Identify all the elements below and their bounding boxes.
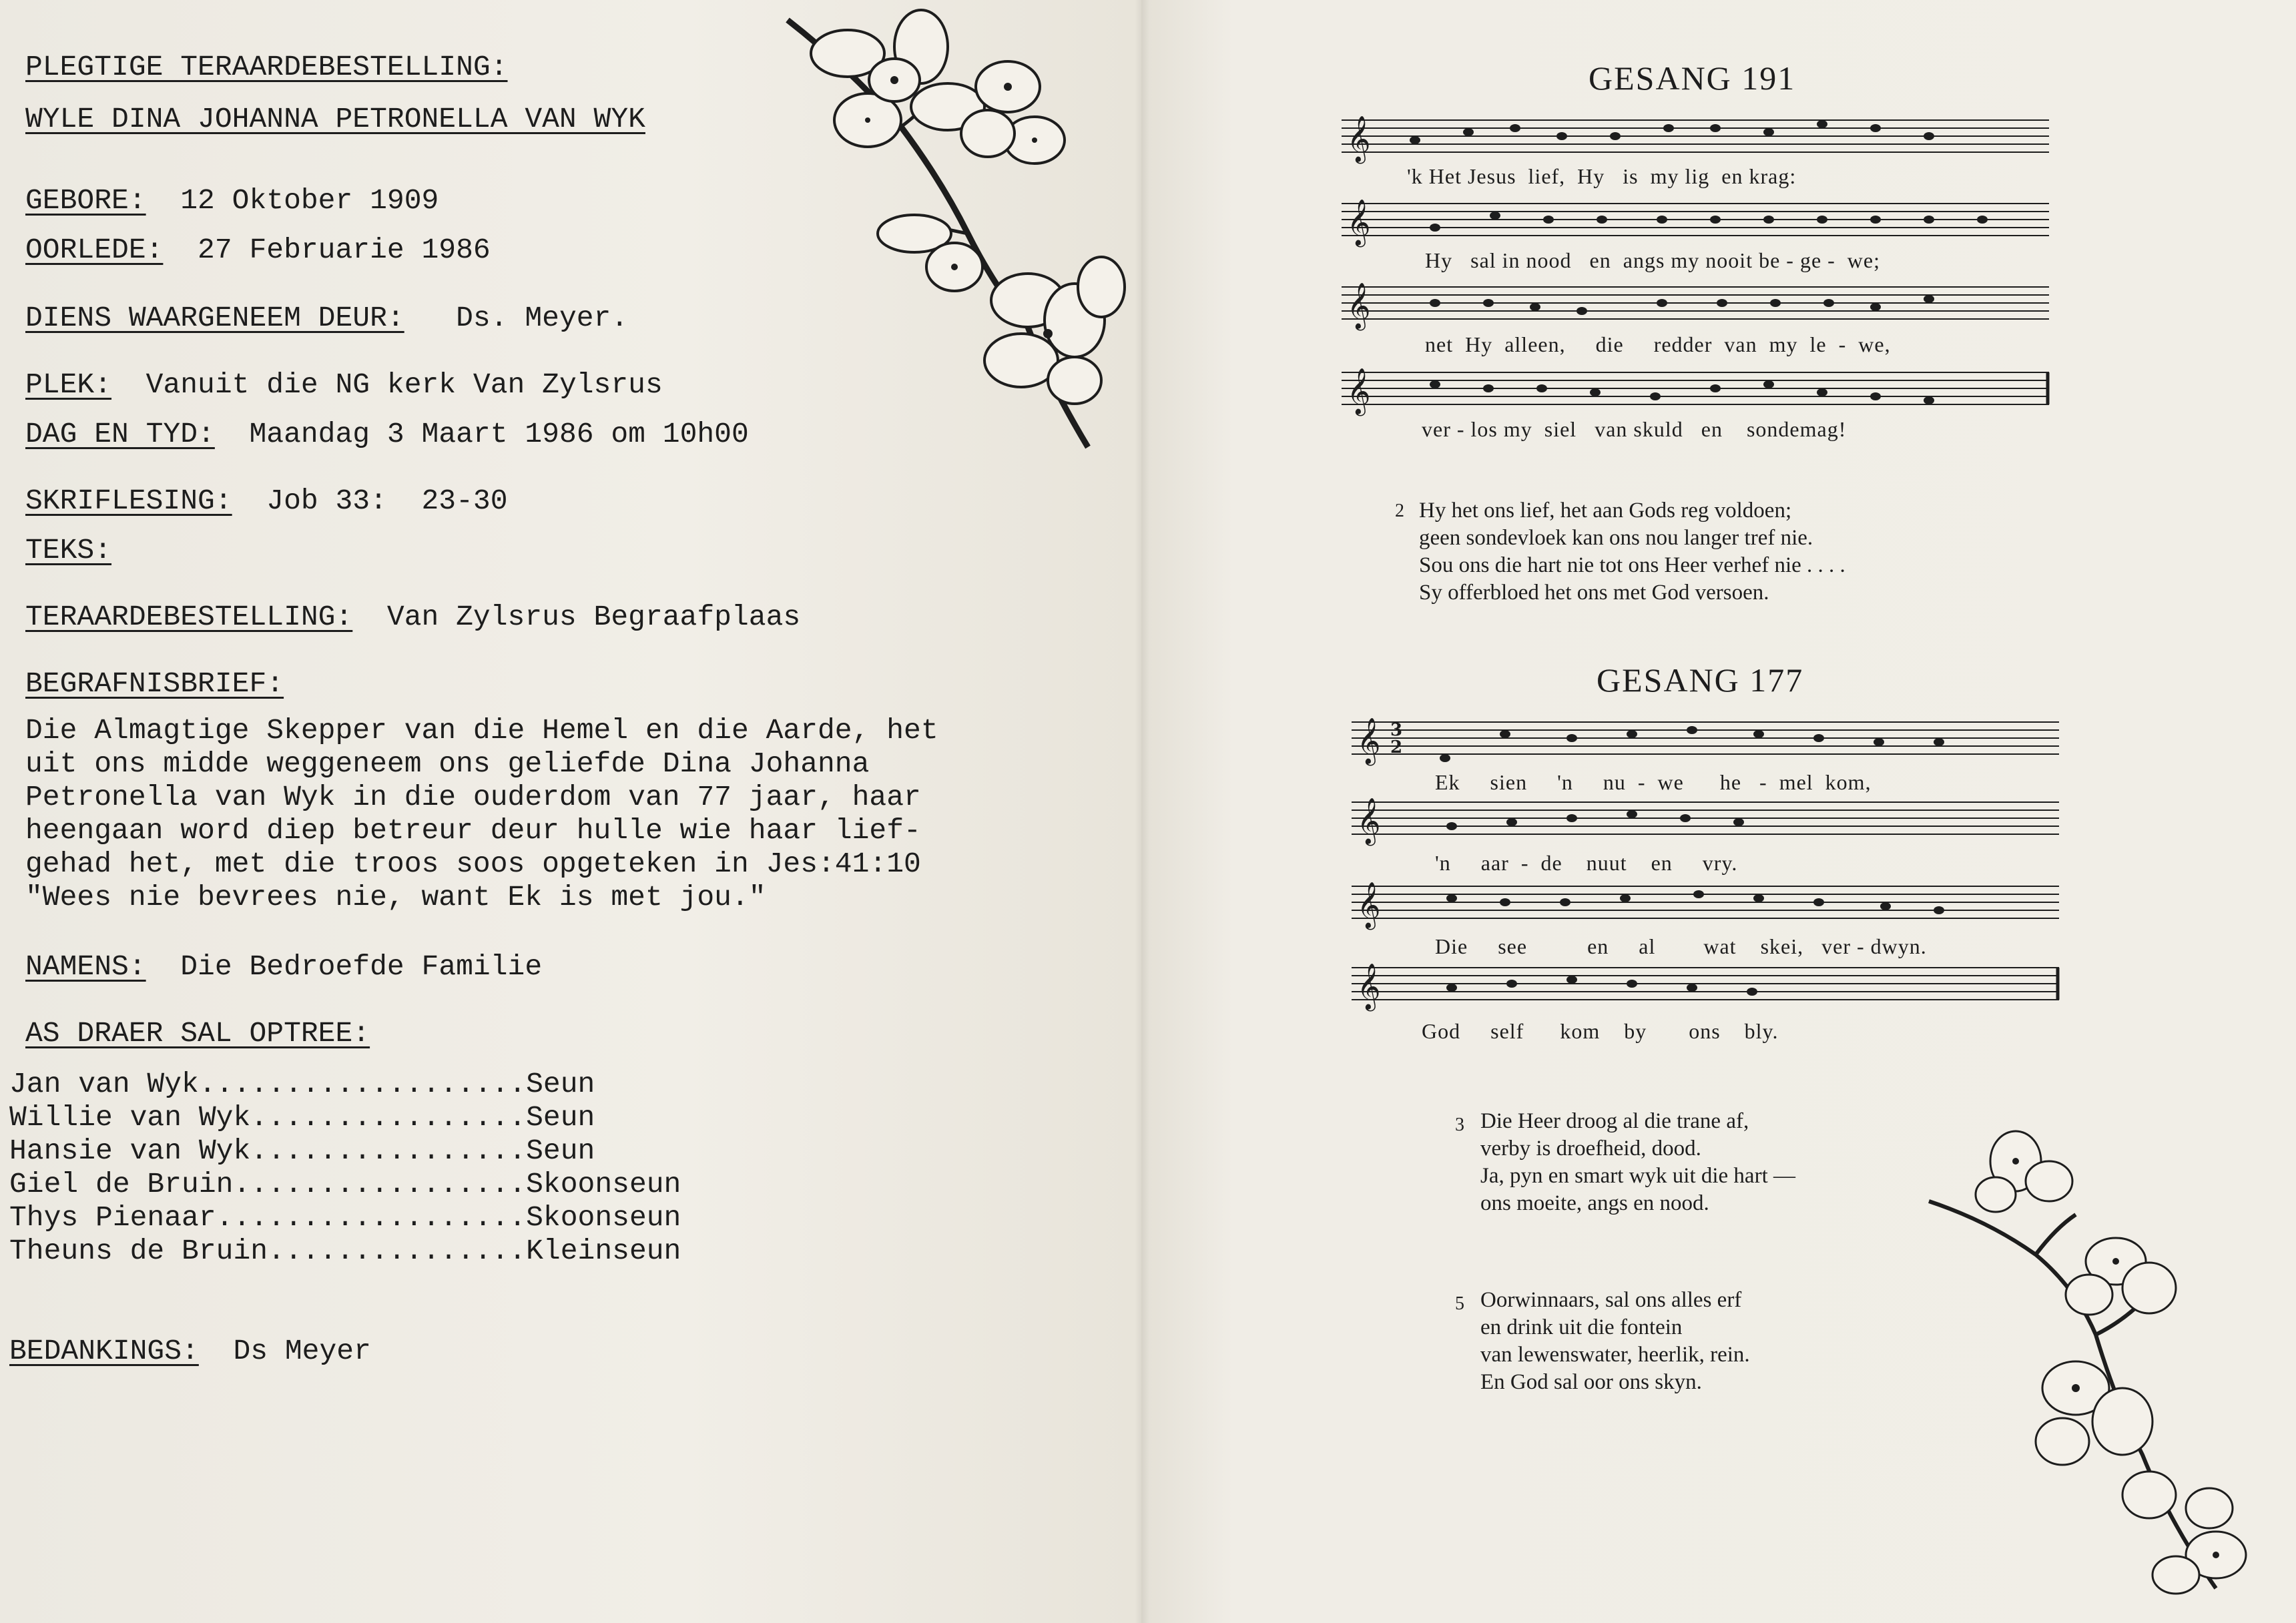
burial-row bbox=[25, 601, 800, 633]
hymn-177-staff-2 bbox=[1352, 795, 2066, 849]
hymn-191-lyric-line: Hy sal in nood en angs my nooit be - ge - we; bbox=[1425, 248, 1880, 272]
on-behalf-value: Die Bedroefde Familie bbox=[180, 950, 543, 983]
hymn-177-lyric-line: Die see en al wat skei, ver - dwyn. bbox=[1435, 934, 1927, 958]
bearer-row: Hansie van Wyk................Seun bbox=[9, 1134, 595, 1167]
hymn-191-title: GESANG 191 bbox=[1589, 59, 1796, 97]
born-value: 12 Oktober 1909 bbox=[180, 184, 439, 217]
service-row bbox=[25, 302, 628, 334]
born-label: GEBORE: bbox=[25, 184, 146, 217]
died-row bbox=[25, 234, 491, 266]
funeral-letter-text: Die Almagtige Skepper van die Hemel en die Aarde, het uit ons midde weggeneem ons geliefde Dina Johanna Petronella van Wyk in die ouderdom van 77 jaar, haar heengaan word diep betreur deur hulle wie haar lief- gehad het, met die troos soos opgeteken in Jes:41:10 "Wees nie bevrees nie, want Ek is met jou." bbox=[25, 714, 938, 914]
place-row bbox=[25, 368, 663, 401]
bearer-row: Jan van Wyk...................Seun bbox=[9, 1068, 595, 1100]
hymn-177-lyric-line: 'n aar - de nuut en vry. bbox=[1435, 851, 1738, 875]
date-time-label: DAG EN TYD: bbox=[25, 418, 215, 450]
svg-text:𝄞: 𝄞 bbox=[1357, 963, 1381, 1010]
svg-text:𝄞: 𝄞 bbox=[1347, 368, 1371, 414]
service-value: Ds. Meyer. bbox=[456, 302, 629, 334]
funeral-letter-label: BEGRAFNISBRIEF: bbox=[25, 667, 284, 700]
burial-value: Van Zylsrus Begraafplaas bbox=[386, 601, 801, 633]
hymn-177-staff-1 bbox=[1352, 715, 2066, 769]
hymn-191-lyric-line: ver - los my siel van skuld en sondemag! bbox=[1422, 417, 1847, 441]
place-label: PLEK: bbox=[25, 368, 112, 401]
hymn-191-staff-3 bbox=[1342, 280, 2056, 334]
thanks-label: BEDANKINGS: bbox=[9, 1335, 199, 1367]
svg-text:3: 3 bbox=[1390, 720, 1403, 740]
hymn-191-lyric-line: 'k Het Jesus lief, Hy is my lig en krag: bbox=[1407, 164, 1797, 188]
blossom-branch-illustration bbox=[768, 7, 1141, 467]
hymn-177-verse-5-text: Oorwinnaars, sal ons alles erf en drink uit die fontein van lewenswater, heerlik, rein. En God sal oor ons skyn. bbox=[1480, 1288, 1750, 1394]
on-behalf-row bbox=[25, 950, 542, 983]
date-time-value: Maandag 3 Maart 1986 om 10h00 bbox=[249, 418, 749, 450]
hymn-177-lyric-line: Ek sien 'n nu - we he - mel kom, bbox=[1435, 770, 1872, 794]
hymn-177-verse-3-number: 3 bbox=[1455, 1114, 1464, 1135]
scripture-row bbox=[25, 484, 508, 517]
hymn-191-lyric-line: net Hy alleen, die redder van my le - we, bbox=[1425, 332, 1891, 356]
svg-text:𝄞: 𝄞 bbox=[1357, 717, 1381, 764]
bearer-row: Willie van Wyk................Seun bbox=[9, 1101, 595, 1134]
hymn-177-staff-4 bbox=[1352, 961, 2066, 1014]
bearer-row: Thys Pienaar..................Skoonseun bbox=[9, 1201, 681, 1234]
hymn-191-verse-number: 2 bbox=[1395, 501, 1404, 521]
svg-text:𝄞: 𝄞 bbox=[1347, 282, 1371, 329]
hymn-191-staff-4 bbox=[1342, 366, 2056, 419]
hymn-191-staff-1 bbox=[1342, 113, 2056, 167]
died-label: OORLEDE: bbox=[25, 234, 164, 266]
scripture-value: Job 33: 23-30 bbox=[266, 484, 508, 517]
svg-text:𝄞: 𝄞 bbox=[1357, 882, 1381, 928]
svg-text:2: 2 bbox=[1390, 737, 1403, 757]
on-behalf-label: NAMENS: bbox=[25, 950, 146, 983]
died-value: 27 Februarie 1986 bbox=[198, 234, 491, 266]
thanks-value: Ds Meyer bbox=[233, 1335, 371, 1367]
place-value: Vanuit die NG kerk Van Zylsrus bbox=[146, 368, 663, 401]
born-row bbox=[25, 184, 439, 217]
svg-text:𝄞: 𝄞 bbox=[1357, 797, 1381, 844]
heading-line-1: PLEGTIGE TERAARDEBESTELLING: bbox=[25, 51, 508, 83]
svg-text:𝄞: 𝄞 bbox=[1347, 115, 1371, 162]
hymn-177-title: GESANG 177 bbox=[1597, 661, 1804, 699]
bearer-row: Giel de Bruin.................Skoonseun bbox=[9, 1168, 681, 1201]
hymn-177-staff-3 bbox=[1352, 880, 2066, 933]
burial-label: TERAARDEBESTELLING: bbox=[25, 601, 353, 633]
thanks-row bbox=[9, 1335, 371, 1367]
heading-line-2: WYLE DINA JOHANNA PETRONELLA VAN WYK bbox=[25, 103, 645, 135]
service-label: DIENS WAARGENEEM DEUR: bbox=[25, 302, 404, 334]
scripture-label: SKRIFLESING: bbox=[25, 484, 232, 517]
bearer-row: Theuns de Bruin...............Kleinseun bbox=[9, 1235, 681, 1267]
hymn-177-verse-3-text: Die Heer droog al die trane af, verby is droefheid, dood. Ja, pyn en smart wyk uit die hart — ons moeite, angs en nood. bbox=[1480, 1109, 1795, 1215]
date-time-row bbox=[25, 418, 749, 450]
blossom-branch-illustration bbox=[1922, 1121, 2269, 1615]
hymn-191-staff-2 bbox=[1342, 197, 2056, 250]
hymn-191-verse-text: Hy het ons lief, het aan Gods reg voldoen; geen sondevloek kan ons nou langer tref nie. Sou ons die hart nie tot ons Heer verhef nie . . . . Sy offerbloed het ons met God versoen. bbox=[1419, 499, 1845, 605]
hymn-177-lyric-line: God self kom by ons bly. bbox=[1422, 1019, 1779, 1043]
svg-text:𝄞: 𝄞 bbox=[1347, 199, 1371, 246]
text-label: TEKS: bbox=[25, 534, 112, 567]
bearers-label: AS DRAER SAL OPTREE: bbox=[25, 1017, 370, 1050]
hymn-177-verse-5-number: 5 bbox=[1455, 1293, 1464, 1314]
